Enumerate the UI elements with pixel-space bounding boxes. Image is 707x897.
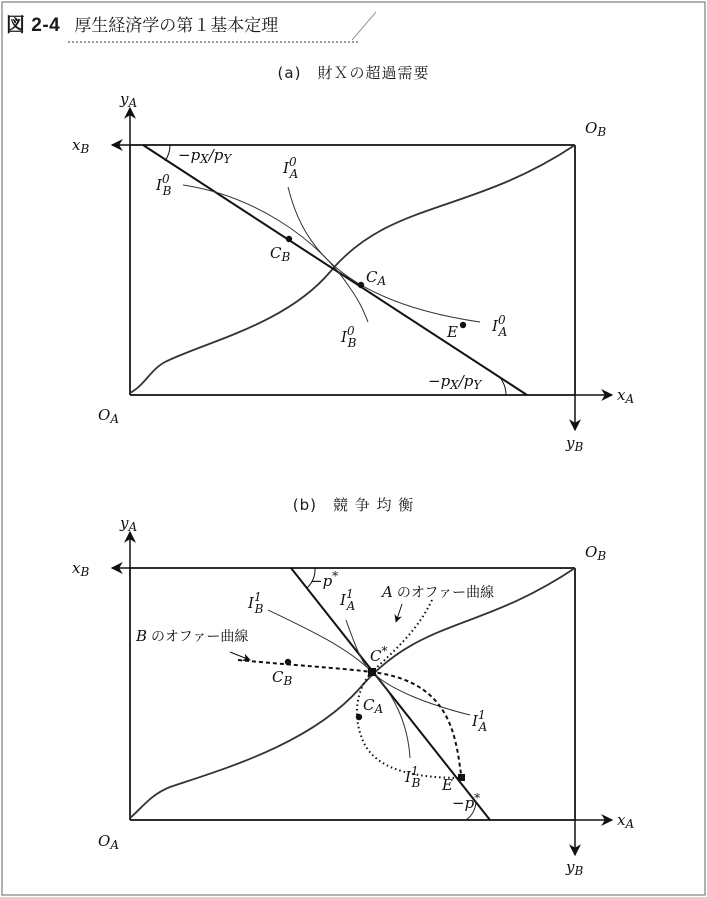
- panel-b-offer-B-pointer: [230, 652, 250, 660]
- panel-a-point-E: [460, 322, 466, 328]
- panel-b-label-xB: $x_B$: [72, 559, 90, 579]
- panel-b-label-offer-A: A のオファー曲線: [382, 583, 495, 601]
- panel-a-label-CB: $C_B$: [270, 244, 291, 264]
- panel-b-title: (b) 競 争 均 衡: [292, 496, 415, 514]
- panel-b-label-xA: $x_A$: [617, 811, 635, 831]
- panel-b-label-yB: $y_B$: [566, 858, 584, 878]
- panel-b-label-Cstar: C*: [370, 644, 388, 665]
- panel-a-label-slope-top: $-p_X/p_Y$: [178, 146, 232, 166]
- panel-b-point-E: [458, 774, 465, 781]
- panel-b-point-CA: [356, 714, 362, 720]
- figure-title: 厚生経済学の第１基本定理: [74, 15, 279, 36]
- panel-a-point-CA: [358, 282, 364, 288]
- panel-b-point-Cstar: [368, 668, 376, 676]
- panel-a-label-xA: $x_A$: [617, 386, 635, 406]
- figure-number: 図 2-4: [6, 14, 61, 36]
- panel-b-offer-A-pointer: [396, 604, 402, 622]
- panel-b-label-yA: $y_A$: [120, 514, 138, 534]
- panel-a-label-IA0-right: $I^0$ A: [492, 313, 508, 339]
- panel-b-label-OA: $O_A$: [98, 832, 119, 852]
- panel-a-label-IA0-top: $I^0$ A: [283, 155, 299, 181]
- panel-a-label-IB0-bottom: $I^0$ B: [341, 324, 357, 350]
- panel-b-label-IB1-bottom: $I^1$ B: [405, 764, 421, 790]
- panel-a-label-E: E: [447, 323, 458, 341]
- panel-a-budget-line: [143, 145, 527, 395]
- panel-b-label-CA: $C_A$: [363, 696, 384, 716]
- panel-b-label-slope-bottom: −p*: [452, 791, 481, 812]
- panel-b-label-IA1-top: $I^1$ A: [340, 587, 356, 613]
- panel-b-point-CB: [285, 659, 291, 665]
- panel-a-label-yB: $y_B$: [566, 434, 584, 454]
- panel-a-title: (a) 財Ｘの超過需要: [277, 64, 430, 82]
- panel-b-diagram: [72, 514, 634, 878]
- panel-a-label-yA: $y_A$: [120, 90, 138, 110]
- panel-b-budget-line: [291, 568, 490, 820]
- panel-a-label-OA: $O_A$: [98, 406, 119, 426]
- panel-a-point-CB: [286, 236, 292, 242]
- panel-b-label-offer-B: B のオファー曲線: [136, 627, 249, 645]
- panel-b-label-CB: $C_B$: [272, 668, 293, 688]
- panel-a-label-xB: $x_B$: [72, 136, 90, 156]
- panel-b-label-slope-top: −p*: [310, 569, 339, 590]
- header-rule-slash: [352, 12, 376, 40]
- panel-a-slope-arc-top: [165, 145, 170, 161]
- panel-a-diagram: [72, 90, 634, 454]
- panel-b-label-OB: $O_B$: [585, 543, 607, 563]
- panel-a-contract-curve: [130, 145, 575, 393]
- panel-a-label-OB: $O_B$: [585, 119, 607, 139]
- panel-b-label-IA1-right: $I^1$ A: [472, 708, 488, 734]
- panel-a-label-CA: $C_A$: [366, 268, 387, 288]
- panel-a-label-slope-bottom: $-p_X/p_Y$: [428, 372, 482, 392]
- panel-b-label-IB1-top: $I^1$ B: [248, 590, 264, 616]
- panel-a-label-IB0-top: $I^0$ B: [156, 172, 172, 198]
- panel-b-label-E: E: [442, 776, 453, 794]
